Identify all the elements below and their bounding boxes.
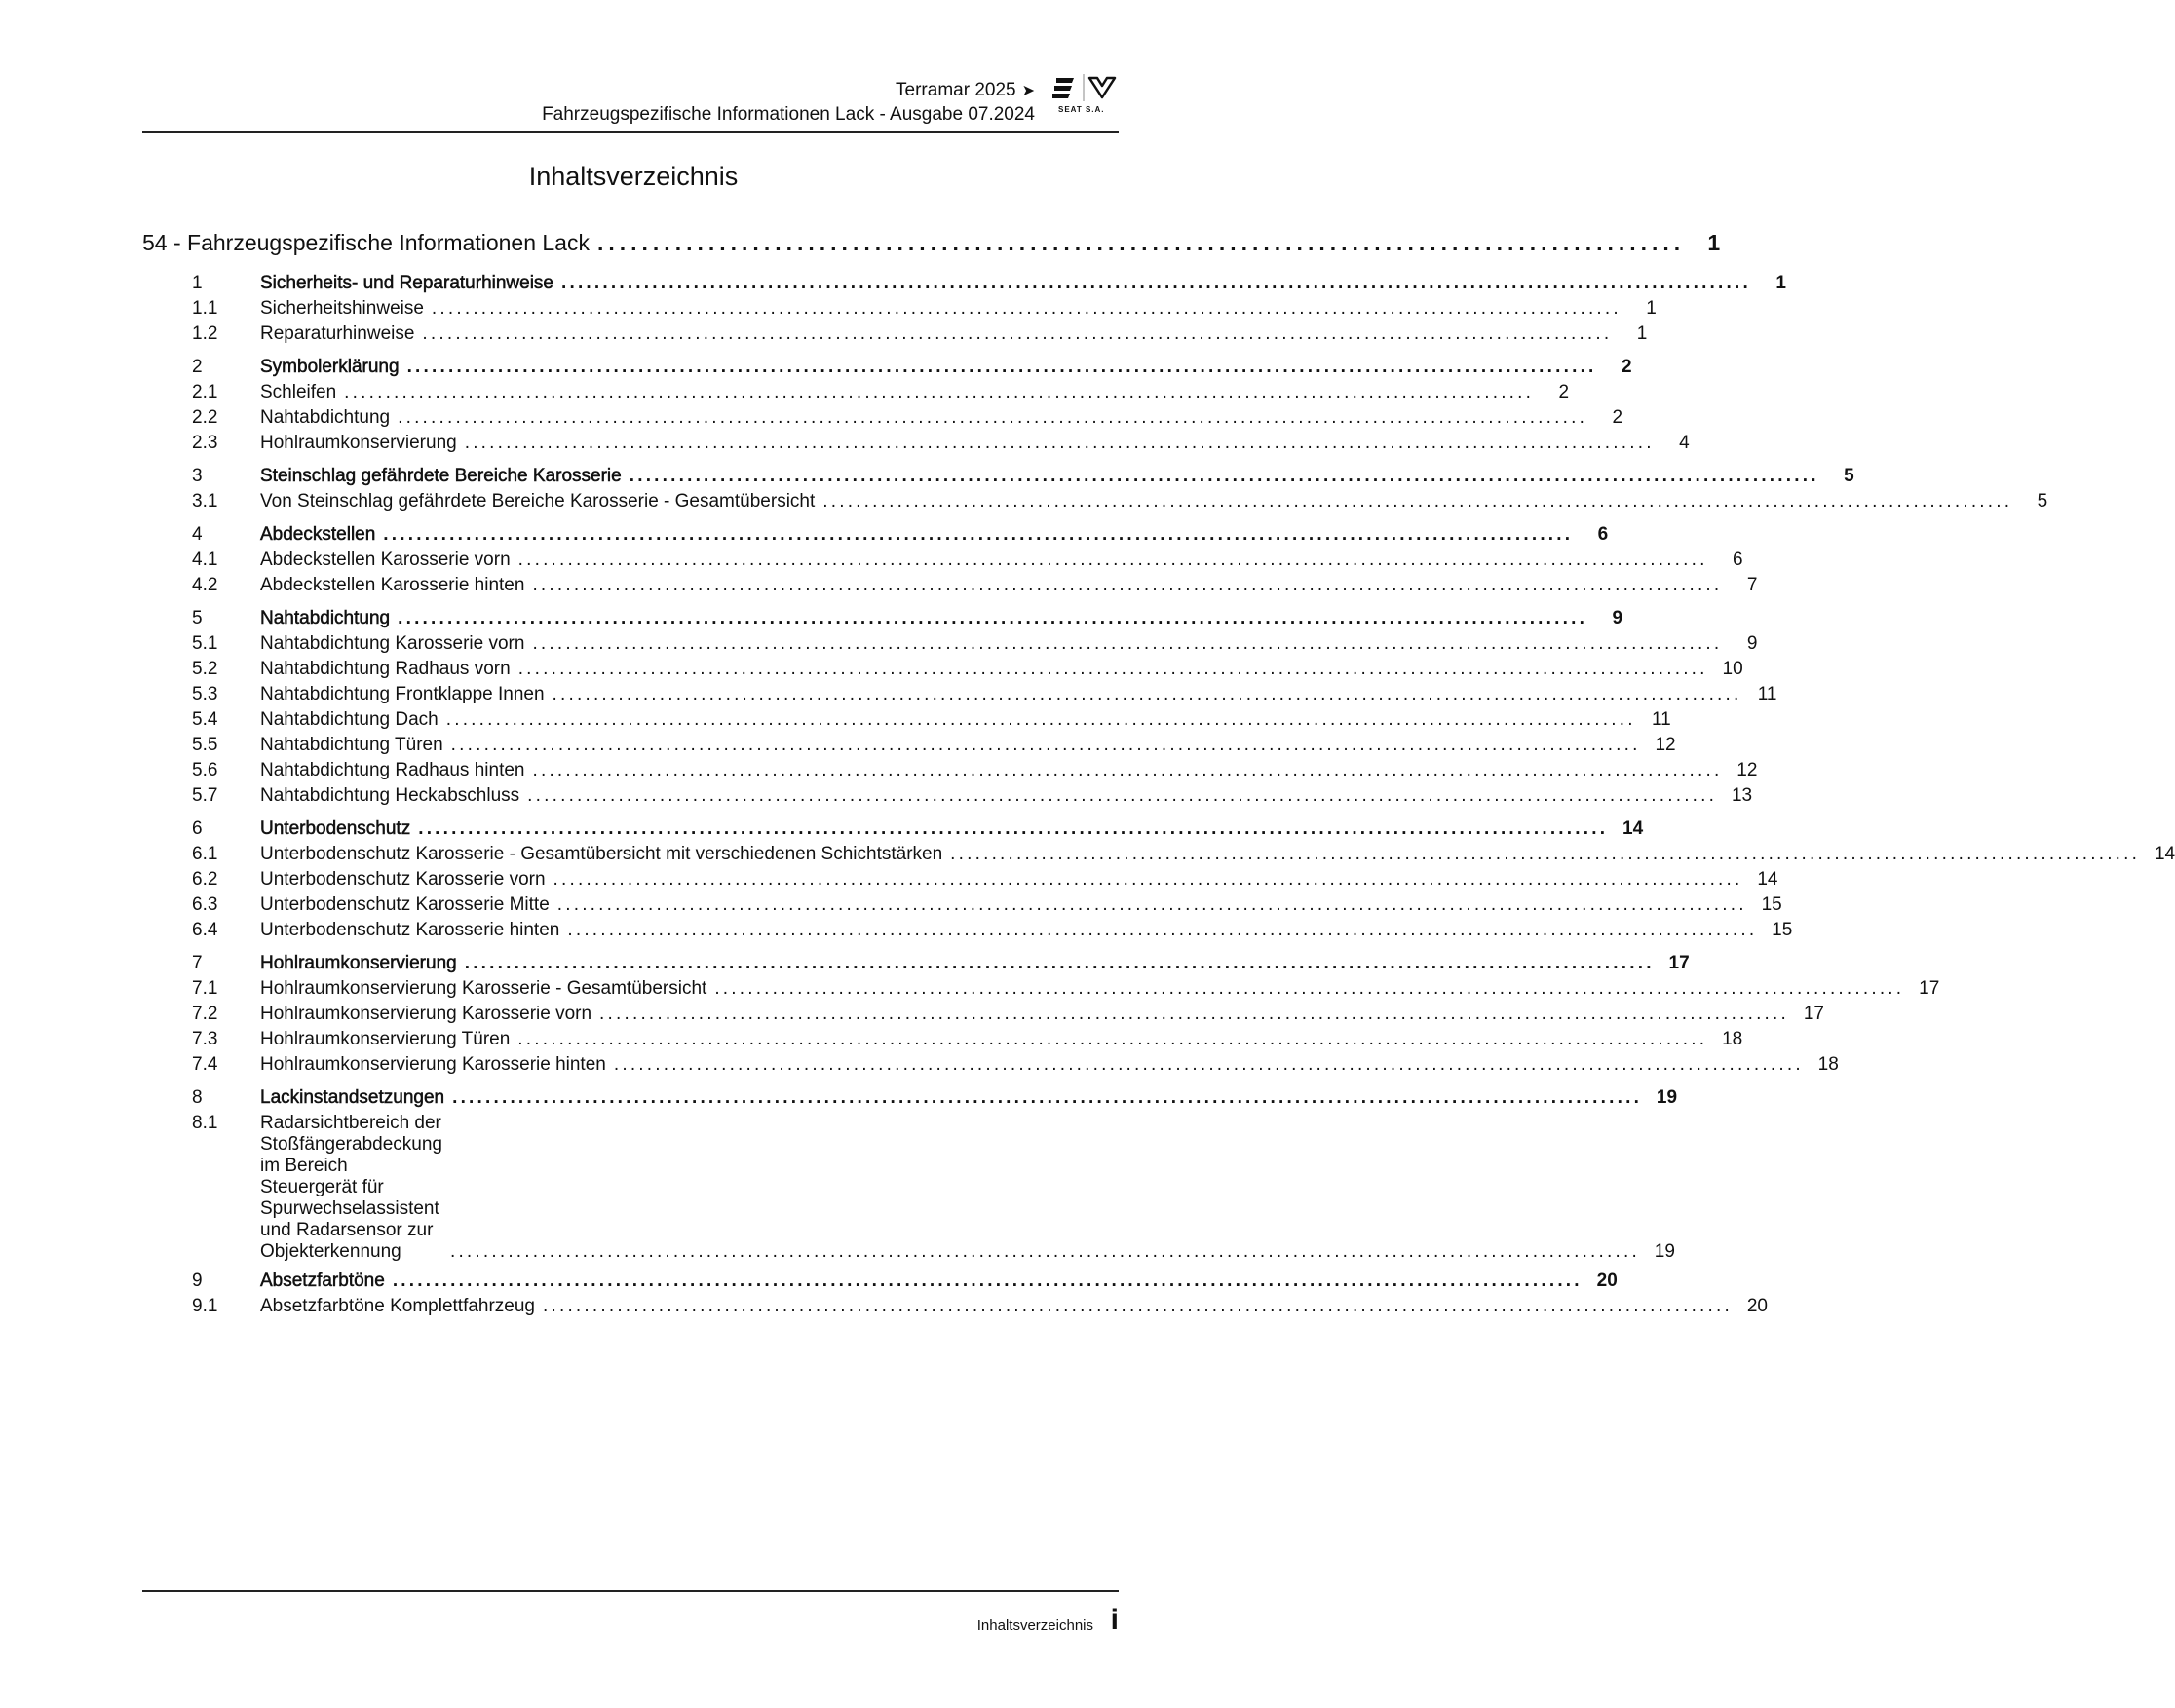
entry-title: Lackinstandsetzungen bbox=[260, 1087, 445, 1108]
toc-section[interactable] bbox=[142, 608, 1623, 633]
entry-page: 12 bbox=[1655, 735, 1676, 755]
dot-leader: ................................................................................................................................................ bbox=[398, 608, 1588, 628]
entry-title: Radarsichtbereich der Stoßfängerabdeckung im Bereich Steuergerät für Spurwechselassistent und Radarsensor zur Objekterkennung bbox=[260, 1113, 442, 1262]
toc-subsection[interactable] bbox=[142, 633, 1758, 659]
entry-title: Unterbodenschutz Karosserie vorn bbox=[260, 869, 546, 890]
toc-chapter[interactable] bbox=[142, 230, 1721, 265]
entry-page: 17 bbox=[1919, 978, 1940, 999]
toc-subsection[interactable] bbox=[142, 433, 1690, 458]
entry-title: Schleifen bbox=[260, 382, 337, 402]
entry-number: 7 bbox=[192, 953, 203, 973]
entry-page: 2 bbox=[1621, 357, 1632, 377]
dot-leader: ................................................................................................................................................ bbox=[714, 978, 1905, 999]
entry-title: Steinschlag gefährdete Bereiche Karosserie bbox=[260, 466, 622, 486]
toc-section[interactable] bbox=[142, 466, 1854, 491]
toc-subsection[interactable] bbox=[142, 323, 1648, 349]
entry-page: 1 bbox=[1775, 273, 1786, 293]
seat-cupra-logo bbox=[1050, 72, 1119, 121]
toc-subsection[interactable] bbox=[142, 869, 1778, 894]
entry-title: Hohlraumkonservierung Karosserie hinten bbox=[260, 1054, 606, 1075]
dot-leader: ................................................................................................................................................ bbox=[599, 1004, 1789, 1024]
toc-subsection[interactable] bbox=[142, 684, 1777, 709]
entry-page: 11 bbox=[1651, 709, 1671, 730]
toc-subsection[interactable] bbox=[142, 550, 1743, 575]
entry-page: 17 bbox=[1668, 953, 1690, 973]
toc-subsection[interactable] bbox=[142, 735, 1676, 760]
entry-number: 5 bbox=[192, 608, 203, 628]
dot-leader: ................................................................................................................................................ bbox=[553, 869, 1743, 890]
dot-leader: ................................................................................................................................................ bbox=[517, 550, 1708, 570]
entry-number: 2.3 bbox=[192, 433, 218, 453]
entry-title: Unterbodenschutz Karosserie - Gesamtübersicht mit verschiedenen Schichtstärken bbox=[260, 844, 943, 864]
entry-page: 10 bbox=[1722, 659, 1743, 679]
entry-page: 9 bbox=[1612, 608, 1623, 628]
entry-page: 4 bbox=[1679, 433, 1690, 453]
entry-number: 4 bbox=[192, 524, 203, 545]
entry-page: 18 bbox=[1722, 1029, 1743, 1049]
entry-title: Abdeckstellen Karosserie vorn bbox=[260, 550, 511, 570]
entry-number: 7.1 bbox=[192, 978, 218, 999]
entry-page: 6 bbox=[1733, 550, 1743, 570]
entry-title: Hohlraumkonservierung bbox=[260, 433, 457, 453]
entry-page: 2 bbox=[1558, 382, 1570, 402]
entry-page: 19 bbox=[1654, 1241, 1675, 1262]
toc-subsection[interactable] bbox=[142, 1054, 1839, 1080]
entry-title: Nahtabdichtung Dach bbox=[260, 709, 439, 730]
toc-subsection[interactable] bbox=[142, 1004, 1824, 1029]
toc-subsection[interactable] bbox=[142, 894, 1782, 920]
entry-number: 5.7 bbox=[192, 785, 218, 806]
entry-page: 20 bbox=[1596, 1271, 1618, 1291]
table-of-contents bbox=[142, 230, 2175, 1321]
toc-subsection[interactable] bbox=[142, 709, 1671, 735]
toc-subsection[interactable] bbox=[142, 1029, 1743, 1054]
entry-page: 12 bbox=[1736, 760, 1758, 780]
toc-section[interactable] bbox=[142, 1087, 1678, 1113]
entry-title: Nahtabdichtung bbox=[260, 608, 391, 628]
dot-leader: ................................................................................................................................................ bbox=[392, 1271, 1583, 1291]
entry-number: 5.5 bbox=[192, 735, 218, 755]
entry-page: 14 bbox=[1757, 869, 1778, 890]
entry-number: 7.3 bbox=[192, 1029, 218, 1049]
dot-leader: .................................................................................................. bbox=[596, 230, 1686, 255]
seat-logo-icon bbox=[1050, 72, 1119, 103]
entry-number: 9 bbox=[192, 1271, 203, 1291]
dot-leader: ................................................................................................................................................ bbox=[517, 659, 1708, 679]
chapter-page: 1 bbox=[1707, 230, 1721, 255]
entry-page: 1 bbox=[1636, 323, 1648, 344]
toc-subsection[interactable] bbox=[142, 298, 1657, 323]
entry-title: Unterbodenschutz Karosserie hinten bbox=[260, 920, 560, 940]
entry-page: 1 bbox=[1646, 298, 1657, 319]
entry-number: 5.6 bbox=[192, 760, 218, 780]
dot-leader: ................................................................................................................................................ bbox=[445, 709, 1636, 730]
entry-number: 6 bbox=[192, 818, 203, 839]
entry-number: 7.2 bbox=[192, 1004, 218, 1024]
entry-number: 3.1 bbox=[192, 491, 218, 512]
entry-page: 14 bbox=[1622, 818, 1644, 839]
dot-leader: ................................................................................................................................................ bbox=[561, 273, 1751, 293]
chapter-title: 54 - Fahrzeugspezifische Informationen Lack bbox=[142, 230, 590, 255]
toc-section[interactable] bbox=[142, 357, 1632, 382]
dot-leader: ................................................................................................................................................ bbox=[418, 818, 1609, 839]
footer-page-number: i bbox=[1110, 1604, 1119, 1636]
entry-number: 4.2 bbox=[192, 575, 218, 595]
entry-number: 1 bbox=[192, 273, 203, 293]
dot-leader: ................................................................................................................................................ bbox=[543, 1296, 1733, 1316]
toc-subsection[interactable] bbox=[142, 659, 1743, 684]
entry-number: 8 bbox=[192, 1087, 203, 1108]
entry-page: 9 bbox=[1746, 633, 1758, 654]
entry-title: Nahtabdichtung Frontklappe Innen bbox=[260, 684, 545, 704]
entry-number: 6.3 bbox=[192, 894, 218, 915]
toc-section[interactable] bbox=[142, 273, 1786, 298]
toc-section[interactable] bbox=[142, 953, 1690, 978]
toc-section[interactable] bbox=[142, 524, 1609, 550]
dot-leader: ................................................................................................................................................ bbox=[822, 491, 2013, 512]
entry-page: 20 bbox=[1746, 1296, 1768, 1316]
footer-label: Inhaltsverzeichnis bbox=[976, 1617, 1093, 1634]
toc-subsection[interactable] bbox=[142, 978, 1940, 1004]
dot-leader: ................................................................................................................................................ bbox=[613, 1054, 1804, 1075]
dot-leader: ................................................................................................................................................ bbox=[532, 633, 1723, 654]
toc-subsection[interactable] bbox=[142, 491, 2048, 516]
dot-leader: ................................................................................................................................................ bbox=[383, 524, 1574, 545]
entry-page: 13 bbox=[1731, 785, 1753, 806]
entry-page: 2 bbox=[1612, 407, 1623, 428]
entry-number: 7.4 bbox=[192, 1054, 218, 1075]
entry-title: Absetzfarbtöne bbox=[260, 1271, 385, 1291]
entry-page: 14 bbox=[2154, 844, 2175, 864]
entry-title: Abdeckstellen Karosserie hinten bbox=[260, 575, 525, 595]
entry-page: 5 bbox=[1844, 466, 1854, 486]
toc-subsection[interactable] bbox=[142, 1113, 1675, 1263]
page-footer bbox=[142, 1590, 1119, 1636]
dot-leader: ................................................................................................................................................ bbox=[464, 433, 1655, 453]
entry-number: 5.1 bbox=[192, 633, 218, 654]
page-title: Inhaltsverzeichnis bbox=[528, 162, 739, 191]
entry-title: Reparaturhinweise bbox=[260, 323, 415, 344]
entry-number: 2 bbox=[192, 357, 203, 377]
entry-number: 9.1 bbox=[192, 1296, 218, 1316]
entry-page: 11 bbox=[1757, 684, 1777, 704]
entry-title: Absetzfarbtöne Komplettfahrzeug bbox=[260, 1296, 536, 1316]
dot-leader: ................................................................................................................................................ bbox=[422, 323, 1613, 344]
entry-title: Nahtabdichtung Radhaus vorn bbox=[260, 659, 511, 679]
dot-leader: ................................................................................................................................................ bbox=[527, 785, 1718, 806]
entry-number: 8.1 bbox=[192, 1113, 218, 1133]
entry-title: Nahtabdichtung Radhaus hinten bbox=[260, 760, 525, 780]
entry-number: 2.2 bbox=[192, 407, 218, 428]
entry-number: 6.4 bbox=[192, 920, 218, 940]
entry-number: 5.2 bbox=[192, 659, 218, 679]
entry-title: Sicherheits- und Reparaturhinweise bbox=[260, 273, 553, 293]
entry-page: 15 bbox=[1772, 920, 1793, 940]
dot-leader: ................................................................................................................................................ bbox=[556, 894, 1747, 915]
entry-title: Hohlraumkonservierung Karosserie - Gesamtübersicht bbox=[260, 978, 707, 999]
entry-title: Sicherheitshinweise bbox=[260, 298, 424, 319]
entry-title: Nahtabdichtung Karosserie vorn bbox=[260, 633, 525, 654]
entry-title: Hohlraumkonservierung Karosserie vorn bbox=[260, 1004, 592, 1024]
toc-subsection[interactable] bbox=[142, 407, 1623, 433]
dot-leader: ................................................................................................................................................ bbox=[517, 1029, 1708, 1049]
entry-title: Nahtabdichtung Heckabschluss bbox=[260, 785, 520, 806]
entry-page: 7 bbox=[1746, 575, 1758, 595]
dot-leader: ................................................................................................................................................ bbox=[950, 844, 2141, 864]
header-subtitle: Fahrzeugspezifische Informationen Lack - Ausgabe 07.2024 bbox=[542, 104, 1035, 125]
brand-label: SEAT S.A. bbox=[1058, 105, 1105, 114]
toc-subsection[interactable] bbox=[142, 1296, 1768, 1321]
entry-number: 5.3 bbox=[192, 684, 218, 704]
dot-leader: ................................................................................................................................................ bbox=[464, 953, 1655, 973]
arrow-right-icon: ➤ bbox=[1021, 83, 1035, 99]
dot-leader: ................................................................................................................................................ bbox=[450, 735, 1641, 755]
dot-leader: ................................................................................................................................................ bbox=[449, 1241, 1640, 1262]
entry-page: 18 bbox=[1817, 1054, 1839, 1075]
entry-number: 1.1 bbox=[192, 298, 218, 319]
header-model: Terramar 2025 ➤ bbox=[896, 80, 1035, 100]
toc-subsection[interactable] bbox=[142, 575, 1758, 600]
dot-leader: ................................................................................................................................................ bbox=[567, 920, 1758, 940]
entry-number: 5.4 bbox=[192, 709, 218, 730]
dot-leader: ................................................................................................................................................ bbox=[452, 1087, 1643, 1108]
dot-leader: ................................................................................................................................................ bbox=[431, 298, 1622, 319]
entry-title: Nahtabdichtung Türen bbox=[260, 735, 443, 755]
entry-page: 5 bbox=[2037, 491, 2048, 512]
entry-title: Unterbodenschutz bbox=[260, 818, 411, 839]
dot-leader: ................................................................................................................................................ bbox=[629, 466, 1819, 486]
toc-subsection[interactable] bbox=[142, 382, 1570, 407]
dot-leader: ................................................................................................................................................ bbox=[406, 357, 1597, 377]
entry-title: Symbolerklärung bbox=[260, 357, 400, 377]
entry-title: Hohlraumkonservierung Türen bbox=[260, 1029, 511, 1049]
entry-title: Abdeckstellen bbox=[260, 524, 376, 545]
entry-page: 19 bbox=[1656, 1087, 1678, 1108]
entry-page: 17 bbox=[1803, 1004, 1824, 1024]
entry-number: 6.1 bbox=[192, 844, 218, 864]
dot-leader: ................................................................................................................................................ bbox=[344, 382, 1535, 402]
entry-number: 2.1 bbox=[192, 382, 218, 402]
toc-section[interactable] bbox=[142, 1271, 1618, 1296]
dot-leader: ................................................................................................................................................ bbox=[552, 684, 1742, 704]
dot-leader: ................................................................................................................................................ bbox=[532, 760, 1723, 780]
entry-number: 1.2 bbox=[192, 323, 218, 344]
toc-subsection[interactable] bbox=[142, 920, 1793, 945]
entry-title: Von Steinschlag gefährdete Bereiche Karosserie - Gesamtübersicht bbox=[260, 491, 816, 512]
dot-leader: ................................................................................................................................................ bbox=[532, 575, 1723, 595]
entry-number: 6.2 bbox=[192, 869, 218, 890]
toc-subsection[interactable] bbox=[142, 760, 1758, 785]
toc-section[interactable] bbox=[142, 818, 1644, 844]
entry-number: 4.1 bbox=[192, 550, 218, 570]
dot-leader: ................................................................................................................................................ bbox=[398, 407, 1588, 428]
toc-subsection[interactable] bbox=[142, 844, 2175, 869]
entry-title: Unterbodenschutz Karosserie Mitte bbox=[260, 894, 550, 915]
entry-number: 3 bbox=[192, 466, 203, 486]
entry-page: 15 bbox=[1761, 894, 1782, 915]
entry-title: Hohlraumkonservierung bbox=[260, 953, 457, 973]
page-header bbox=[142, 70, 1119, 133]
entry-page: 6 bbox=[1597, 524, 1609, 545]
entry-title: Nahtabdichtung bbox=[260, 407, 391, 428]
toc-subsection[interactable] bbox=[142, 785, 1753, 811]
